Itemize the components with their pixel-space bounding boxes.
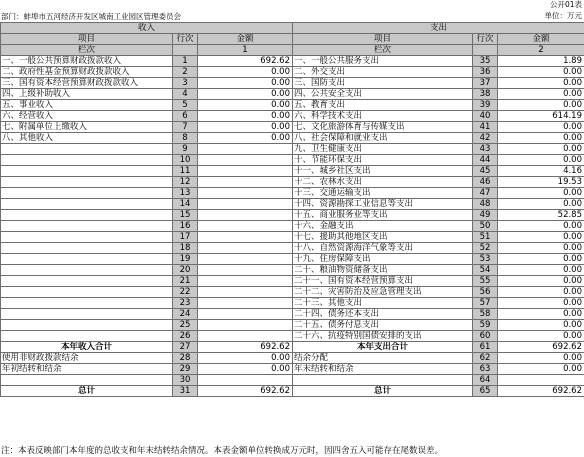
expense-line-cell: 41	[473, 122, 498, 133]
income-item-cell	[1, 320, 173, 331]
table-row	[1, 364, 584, 375]
expense-item-cell: 七、文化旅游体育与传媒支出	[293, 122, 473, 133]
income-line-cell: 22	[173, 287, 198, 298]
income-item-cell: 使用非财政拨款结余	[1, 353, 173, 364]
income-item-cell	[1, 254, 173, 265]
budget-summary-table	[0, 22, 584, 397]
table-row	[1, 287, 584, 298]
income-line-cell: 27	[173, 342, 198, 353]
expense-item-cell: 二十五、债务付息支出	[293, 320, 473, 331]
income-amount-cell	[198, 144, 293, 155]
col-amount-income: 金额	[198, 34, 293, 45]
income-amount-cell	[198, 243, 293, 254]
income-item-cell: 年初结转和结余	[1, 364, 173, 375]
expense-amount-cell: 0.00	[498, 353, 584, 364]
income-line-cell: 31	[173, 386, 198, 397]
blank-cell	[173, 45, 198, 56]
expense-amount-cell: 0.00	[498, 276, 584, 287]
subtotal-row	[1, 342, 584, 353]
form-code: 公开01表	[549, 0, 582, 9]
expense-item-cell: 十四、资源勘探工业信息等支出	[293, 199, 473, 210]
income-amount-cell	[198, 265, 293, 276]
expense-item-cell: 二十一、国有资本经营预算支出	[293, 276, 473, 287]
income-line-cell: 26	[173, 331, 198, 342]
expense-amount-cell: 0.00	[498, 188, 584, 199]
col-num-1: 1	[198, 45, 293, 56]
income-amount-cell	[198, 254, 293, 265]
income-item-cell	[1, 155, 173, 166]
table-row	[1, 254, 584, 265]
expense-item-cell: 六、科学技术支出	[293, 111, 473, 122]
income-amount-cell	[198, 199, 293, 210]
expense-amount-cell: 0.00	[498, 331, 584, 342]
income-amount-cell	[198, 166, 293, 177]
expense-line-cell: 53	[473, 254, 498, 265]
income-line-cell: 29	[173, 364, 198, 375]
income-line-cell: 18	[173, 243, 198, 254]
income-amount-cell	[198, 298, 293, 309]
expense-line-cell: 46	[473, 177, 498, 188]
table-row	[1, 276, 584, 287]
section-expense: 支出	[293, 23, 584, 34]
income-line-cell: 20	[173, 265, 198, 276]
income-item-cell	[1, 199, 173, 210]
expense-item-cell: 三、国防支出	[293, 78, 473, 89]
expense-amount-cell: 0.00	[498, 232, 584, 243]
income-line-cell: 21	[173, 276, 198, 287]
income-amount-cell: 692.62	[198, 56, 293, 67]
blank-cell	[473, 45, 498, 56]
income-amount-cell	[198, 188, 293, 199]
expense-amount-cell: 4.16	[498, 166, 584, 177]
expense-item-cell: 十、节能环保支出	[293, 155, 473, 166]
income-line-cell: 13	[173, 188, 198, 199]
table-row	[1, 232, 584, 243]
expense-amount-cell	[498, 375, 584, 386]
expense-amount-cell: 0.00	[498, 221, 584, 232]
expense-item-cell: 二十四、债务还本支出	[293, 309, 473, 320]
expense-line-cell: 36	[473, 67, 498, 78]
income-amount-cell: 0.00	[198, 100, 293, 111]
income-amount-cell: 0.00	[198, 111, 293, 122]
expense-line-cell: 45	[473, 166, 498, 177]
expense-amount-cell: 19.53	[498, 177, 584, 188]
expense-amount-cell: 0.00	[498, 67, 584, 78]
expense-line-cell: 40	[473, 111, 498, 122]
income-line-cell: 7	[173, 122, 198, 133]
expense-line-cell: 39	[473, 100, 498, 111]
expense-item-cell: 二十三、其他支出	[293, 298, 473, 309]
expense-item-cell: 四、公共安全支出	[293, 89, 473, 100]
table-row	[1, 331, 584, 342]
footnote: 注：本表反映部门本年度的总收支和年末结转结余情况。本表金额单位转换成万元时，因四舍五入可能存在尾数误差。	[1, 446, 444, 456]
expense-line-cell: 50	[473, 221, 498, 232]
expense-line-cell: 47	[473, 188, 498, 199]
table-row	[1, 375, 584, 386]
income-item-cell: 二、政府性基金预算财政拨款收入	[1, 67, 173, 78]
income-item-cell	[1, 287, 173, 298]
expense-amount-cell: 0.00	[498, 122, 584, 133]
section-header-row	[1, 23, 584, 34]
table-row	[1, 309, 584, 320]
income-item-cell: 总计	[1, 386, 173, 397]
expense-amount-cell: 0.00	[498, 364, 584, 375]
table-row	[1, 133, 584, 144]
income-item-cell	[1, 375, 173, 386]
income-line-cell: 3	[173, 78, 198, 89]
table-row	[1, 221, 584, 232]
expense-line-cell: 54	[473, 265, 498, 276]
expense-line-cell: 59	[473, 320, 498, 331]
expense-amount-cell: 0.00	[498, 243, 584, 254]
income-item-cell	[1, 232, 173, 243]
income-line-cell: 19	[173, 254, 198, 265]
expense-amount-cell: 0.00	[498, 89, 584, 100]
expense-line-cell: 37	[473, 78, 498, 89]
table-row	[1, 122, 584, 133]
expense-item-cell	[293, 375, 473, 386]
table-row	[1, 100, 584, 111]
income-item-cell	[1, 243, 173, 254]
col-line-expense: 行次	[473, 34, 498, 45]
income-amount-cell: 0.00	[198, 89, 293, 100]
income-item-cell	[1, 298, 173, 309]
table-row	[1, 199, 584, 210]
income-amount-cell	[198, 221, 293, 232]
expense-amount-cell: 692.62	[498, 386, 584, 397]
expense-amount-cell: 0.00	[498, 287, 584, 298]
income-line-cell: 15	[173, 210, 198, 221]
expense-item-cell: 本年支出合计	[293, 342, 473, 353]
expense-line-cell: 60	[473, 331, 498, 342]
income-item-cell: 本年收入合计	[1, 342, 173, 353]
income-line-cell: 11	[173, 166, 198, 177]
expense-item-cell: 十二、农林水支出	[293, 177, 473, 188]
expense-line-cell: 56	[473, 287, 498, 298]
income-line-cell: 1	[173, 56, 198, 67]
expense-line-cell: 58	[473, 309, 498, 320]
table-row	[1, 56, 584, 67]
income-item-cell: 七、附属单位上缴收入	[1, 122, 173, 133]
unit-label: 单位：万元	[544, 11, 582, 20]
expense-item-cell: 十一、城乡社区支出	[293, 166, 473, 177]
expense-amount-cell: 1.89	[498, 56, 584, 67]
expense-line-cell: 64	[473, 375, 498, 386]
expense-amount-cell: 0.00	[498, 320, 584, 331]
income-amount-cell: 0.00	[198, 67, 293, 78]
table-row	[1, 89, 584, 100]
expense-item-cell: 十五、商业服务业等支出	[293, 210, 473, 221]
expense-line-cell: 55	[473, 276, 498, 287]
income-item-cell	[1, 144, 173, 155]
income-line-cell: 12	[173, 177, 198, 188]
income-line-cell: 9	[173, 144, 198, 155]
table-row	[1, 78, 584, 89]
income-line-cell: 4	[173, 89, 198, 100]
income-amount-cell: 0.00	[198, 353, 293, 364]
expense-item-cell: 九、卫生健康支出	[293, 144, 473, 155]
expense-amount-cell: 0.00	[498, 254, 584, 265]
col-column-income: 栏次	[1, 45, 173, 56]
expense-amount-cell: 0.00	[498, 199, 584, 210]
expense-line-cell: 57	[473, 298, 498, 309]
table-row	[1, 177, 584, 188]
income-item-cell	[1, 265, 173, 276]
income-amount-cell: 0.00	[198, 78, 293, 89]
income-amount-cell: 0.00	[198, 364, 293, 375]
income-item-cell: 一、一般公共预算财政拨款收入	[1, 56, 173, 67]
section-income: 收入	[1, 23, 293, 34]
expense-line-cell: 43	[473, 144, 498, 155]
expense-item-cell: 十六、金融支出	[293, 221, 473, 232]
department-label: 部门：蚌埠市五河经济开发区城南工业园区管理委员会	[1, 12, 181, 21]
income-item-cell	[1, 166, 173, 177]
table-row	[1, 166, 584, 177]
expense-item-cell: 十八、自然资源海洋气象等支出	[293, 243, 473, 254]
income-line-cell: 6	[173, 111, 198, 122]
income-line-cell: 28	[173, 353, 198, 364]
expense-item-cell: 五、教育支出	[293, 100, 473, 111]
col-item-expense: 项目	[293, 34, 473, 45]
income-line-cell: 25	[173, 320, 198, 331]
total-row	[1, 386, 584, 397]
income-amount-cell	[198, 287, 293, 298]
income-line-cell: 8	[173, 133, 198, 144]
table-row	[1, 353, 584, 364]
income-amount-cell	[198, 232, 293, 243]
expense-line-cell: 48	[473, 199, 498, 210]
expense-item-cell: 二十六、抗疫特别国债安排的支出	[293, 331, 473, 342]
expense-amount-cell: 692.62	[498, 342, 584, 353]
income-line-cell: 23	[173, 298, 198, 309]
income-amount-cell: 692.62	[198, 342, 293, 353]
expense-line-cell: 38	[473, 89, 498, 100]
expense-line-cell: 49	[473, 210, 498, 221]
income-item-cell: 五、事业收入	[1, 100, 173, 111]
income-item-cell	[1, 188, 173, 199]
expense-item-cell: 结余分配	[293, 353, 473, 364]
expense-line-cell: 62	[473, 353, 498, 364]
table-row	[1, 188, 584, 199]
income-item-cell: 八、其他收入	[1, 133, 173, 144]
col-amount-expense: 金额	[498, 34, 584, 45]
expense-item-cell: 总计	[293, 386, 473, 397]
expense-amount-cell: 0.00	[498, 265, 584, 276]
income-amount-cell	[198, 210, 293, 221]
expense-item-cell: 二十、粮油物资储备支出	[293, 265, 473, 276]
expense-amount-cell: 0.00	[498, 155, 584, 166]
table-row	[1, 320, 584, 331]
income-amount-cell	[198, 375, 293, 386]
expense-amount-cell: 0.00	[498, 144, 584, 155]
table-row	[1, 67, 584, 78]
expense-item-cell: 八、社会保障和就业支出	[293, 133, 473, 144]
expense-line-cell: 51	[473, 232, 498, 243]
expense-line-cell: 61	[473, 342, 498, 353]
col-column-expense: 栏次	[293, 45, 473, 56]
expense-item-cell: 十七、援助其他地区支出	[293, 232, 473, 243]
table-row	[1, 265, 584, 276]
expense-item-cell: 年末结转和结余	[293, 364, 473, 375]
expense-amount-cell: 0.00	[498, 298, 584, 309]
expense-line-cell: 65	[473, 386, 498, 397]
col-item-income: 项目	[1, 34, 173, 45]
income-line-cell: 16	[173, 221, 198, 232]
table-row	[1, 155, 584, 166]
income-item-cell: 四、上级补助收入	[1, 89, 173, 100]
col-num-2: 2	[498, 45, 584, 56]
expense-amount-cell: 0.00	[498, 133, 584, 144]
income-amount-cell	[198, 309, 293, 320]
income-amount-cell	[198, 276, 293, 287]
income-line-cell: 10	[173, 155, 198, 166]
table-row	[1, 298, 584, 309]
income-item-cell	[1, 331, 173, 342]
income-item-cell: 六、经营收入	[1, 111, 173, 122]
expense-item-cell: 二十二、灾害防治及应急管理支出	[293, 287, 473, 298]
income-line-cell: 17	[173, 232, 198, 243]
expense-amount-cell: 614.19	[498, 111, 584, 122]
expense-amount-cell: 0.00	[498, 78, 584, 89]
income-item-cell	[1, 177, 173, 188]
expense-item-cell: 二、外交支出	[293, 67, 473, 78]
expense-amount-cell: 0.00	[498, 309, 584, 320]
income-item-cell: 三、国有资本经营预算财政拨款收入	[1, 78, 173, 89]
column-number-row	[1, 45, 584, 56]
income-amount-cell	[198, 155, 293, 166]
expense-line-cell: 52	[473, 243, 498, 254]
income-amount-cell: 692.62	[198, 386, 293, 397]
income-amount-cell: 0.00	[198, 133, 293, 144]
income-amount-cell: 0.00	[198, 122, 293, 133]
income-item-cell	[1, 309, 173, 320]
income-amount-cell	[198, 177, 293, 188]
expense-line-cell: 44	[473, 155, 498, 166]
expense-amount-cell: 0.00	[498, 100, 584, 111]
income-line-cell: 24	[173, 309, 198, 320]
income-line-cell: 2	[173, 67, 198, 78]
table-row	[1, 243, 584, 254]
income-item-cell	[1, 210, 173, 221]
income-line-cell: 30	[173, 375, 198, 386]
expense-line-cell: 42	[473, 133, 498, 144]
table-row	[1, 144, 584, 155]
expense-item-cell: 十三、交通运输支出	[293, 188, 473, 199]
income-item-cell	[1, 221, 173, 232]
expense-item-cell: 十九、住房保障支出	[293, 254, 473, 265]
income-amount-cell	[198, 331, 293, 342]
table-row	[1, 111, 584, 122]
column-header-row	[1, 34, 584, 45]
income-item-cell	[1, 276, 173, 287]
income-line-cell: 14	[173, 199, 198, 210]
expense-line-cell: 35	[473, 56, 498, 67]
income-line-cell: 5	[173, 100, 198, 111]
table-row	[1, 210, 584, 221]
expense-line-cell: 63	[473, 364, 498, 375]
expense-amount-cell: 52.85	[498, 210, 584, 221]
expense-item-cell: 一、一般公共服务支出	[293, 56, 473, 67]
col-line-income: 行次	[173, 34, 198, 45]
income-amount-cell	[198, 320, 293, 331]
